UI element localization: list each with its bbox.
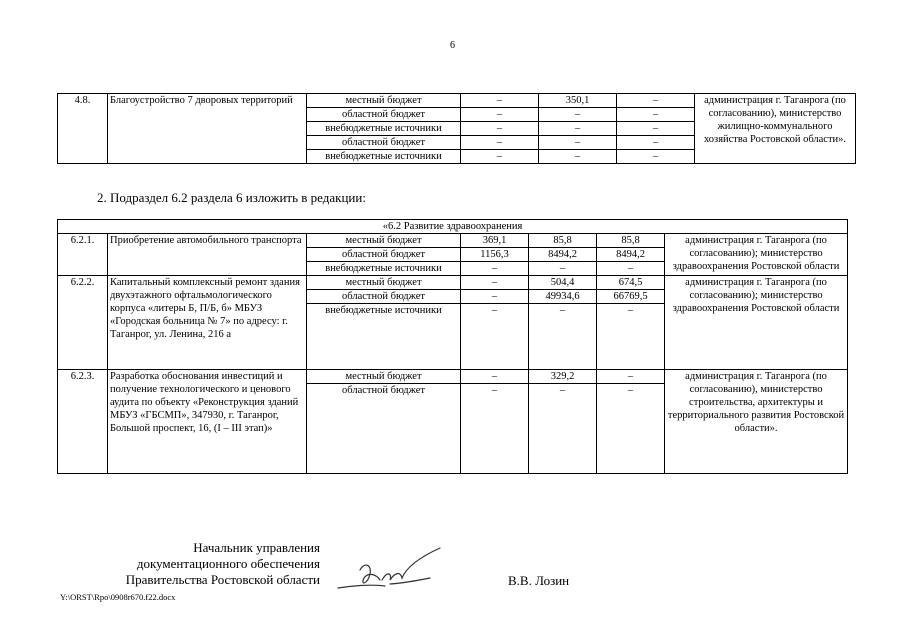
funding-source: областной бюджет [307, 136, 461, 150]
section-header-row [58, 220, 848, 234]
row-name: Приобретение автомобильного транспорта [108, 234, 307, 276]
value-cell: 329,2 [529, 370, 597, 384]
value-cell: – [529, 304, 597, 370]
file-path: Y:\ORST\Rpo\0908r670.f22.docx [60, 592, 176, 602]
signatory-title-line: Начальник управления [193, 540, 320, 555]
value-cell: – [461, 370, 529, 384]
value-cell: 66769,5 [597, 290, 665, 304]
row-name: Капитальный комплексный ремонт здания двухэтажного офтальмологического корпуса «литеры Б, П/Б, б» МБУЗ «Городская больница № 7» по адресу: г. Таганрог, ул. Ленина, 216 а [108, 276, 307, 370]
value-cell: – [597, 370, 665, 384]
responsible: администрация г. Таганрога (по согласованию), министерство строительства, архитектуры и территориального развития Ростовской области». [665, 370, 848, 474]
value-cell: – [597, 262, 665, 276]
funding-source: областной бюджет [307, 384, 461, 474]
signatory-title-line: документационного обеспечения [136, 556, 320, 571]
value-cell: – [461, 384, 529, 474]
value-cell: 1156,3 [461, 248, 529, 262]
value-cell: 350,1 [539, 94, 617, 108]
funding-source: местный бюджет [307, 234, 461, 248]
row-number: 6.2.3. [58, 370, 108, 474]
funding-source: местный бюджет [307, 276, 461, 290]
table-row [58, 234, 848, 248]
row-number: 6.2.2. [58, 276, 108, 370]
value-cell: 85,8 [597, 234, 665, 248]
responsible: администрация г. Таганрога (по согласованию), министерство жилищно-коммунального хозяйства Ростовской области». [695, 94, 856, 164]
value-cell: – [461, 290, 529, 304]
funding-source: областной бюджет [307, 248, 461, 262]
row-number: 6.2.1. [58, 234, 108, 276]
responsible: администрация г. Таганрога (по согласованию); министерство здравоохранения Ростовской области [665, 276, 848, 370]
value-cell: – [539, 136, 617, 150]
page-number: 6 [450, 40, 455, 51]
funding-source: внебюджетные источники [307, 304, 461, 370]
signatory-name: В.В. Лозин [508, 573, 570, 588]
value-cell: 49934,6 [529, 290, 597, 304]
value-cell: 85,8 [529, 234, 597, 248]
value-cell: – [539, 150, 617, 164]
value-cell: – [461, 262, 529, 276]
value-cell: – [461, 136, 539, 150]
value-cell: 504,4 [529, 276, 597, 290]
value-cell: – [617, 136, 695, 150]
table-6-2 [57, 219, 848, 474]
value-cell: – [597, 304, 665, 370]
handwritten-signature [330, 540, 460, 600]
value-cell: – [539, 108, 617, 122]
value-cell: 8494,2 [529, 248, 597, 262]
value-cell: – [461, 122, 539, 136]
instruction-paragraph: 2. Подраздел 6.2 раздела 6 изложить в редакции: [97, 190, 366, 205]
row-name: Разработка обоснования инвестиций и получение технологического и ценового аудита по объекту «Реконструкция зданий МБУЗ «ГБСМП», 347930, г. Таганрог, Большой проспект, 16, (I – III этап)» [108, 370, 307, 474]
table-row [58, 276, 848, 290]
value-cell: – [461, 108, 539, 122]
signatory-title-line: Правительства Ростовской области [125, 572, 320, 587]
value-cell: 369,1 [461, 234, 529, 248]
funding-source: внебюджетные источники [307, 150, 461, 164]
value-cell: – [617, 108, 695, 122]
value-cell: – [617, 150, 695, 164]
funding-source: местный бюджет [307, 94, 461, 108]
funding-source: областной бюджет [307, 290, 461, 304]
table-4-8 [57, 93, 856, 164]
value-cell: – [461, 276, 529, 290]
funding-source: местный бюджет [307, 370, 461, 384]
row-number: 4.8. [58, 94, 108, 164]
table-row [58, 94, 856, 108]
value-cell: – [529, 262, 597, 276]
signatory-title [60, 540, 320, 588]
funding-source: областной бюджет [307, 108, 461, 122]
value-cell: 674,5 [597, 276, 665, 290]
table-row [58, 370, 848, 384]
value-cell: – [461, 150, 539, 164]
value-cell: – [597, 384, 665, 474]
value-cell: 8494,2 [597, 248, 665, 262]
value-cell: – [461, 94, 539, 108]
responsible: администрация г. Таганрога (по согласованию); министерство здравоохранения Ростовской области [665, 234, 848, 276]
value-cell: – [529, 384, 597, 474]
value-cell: – [617, 94, 695, 108]
value-cell: – [539, 122, 617, 136]
funding-source: внебюджетные источники [307, 262, 461, 276]
value-cell: – [461, 304, 529, 370]
value-cell: – [617, 122, 695, 136]
funding-source: внебюджетные источники [307, 122, 461, 136]
section-header: «6.2 Развитие здравоохранения [58, 220, 848, 234]
row-name: Благоустройство 7 дворовых территорий [108, 94, 307, 164]
